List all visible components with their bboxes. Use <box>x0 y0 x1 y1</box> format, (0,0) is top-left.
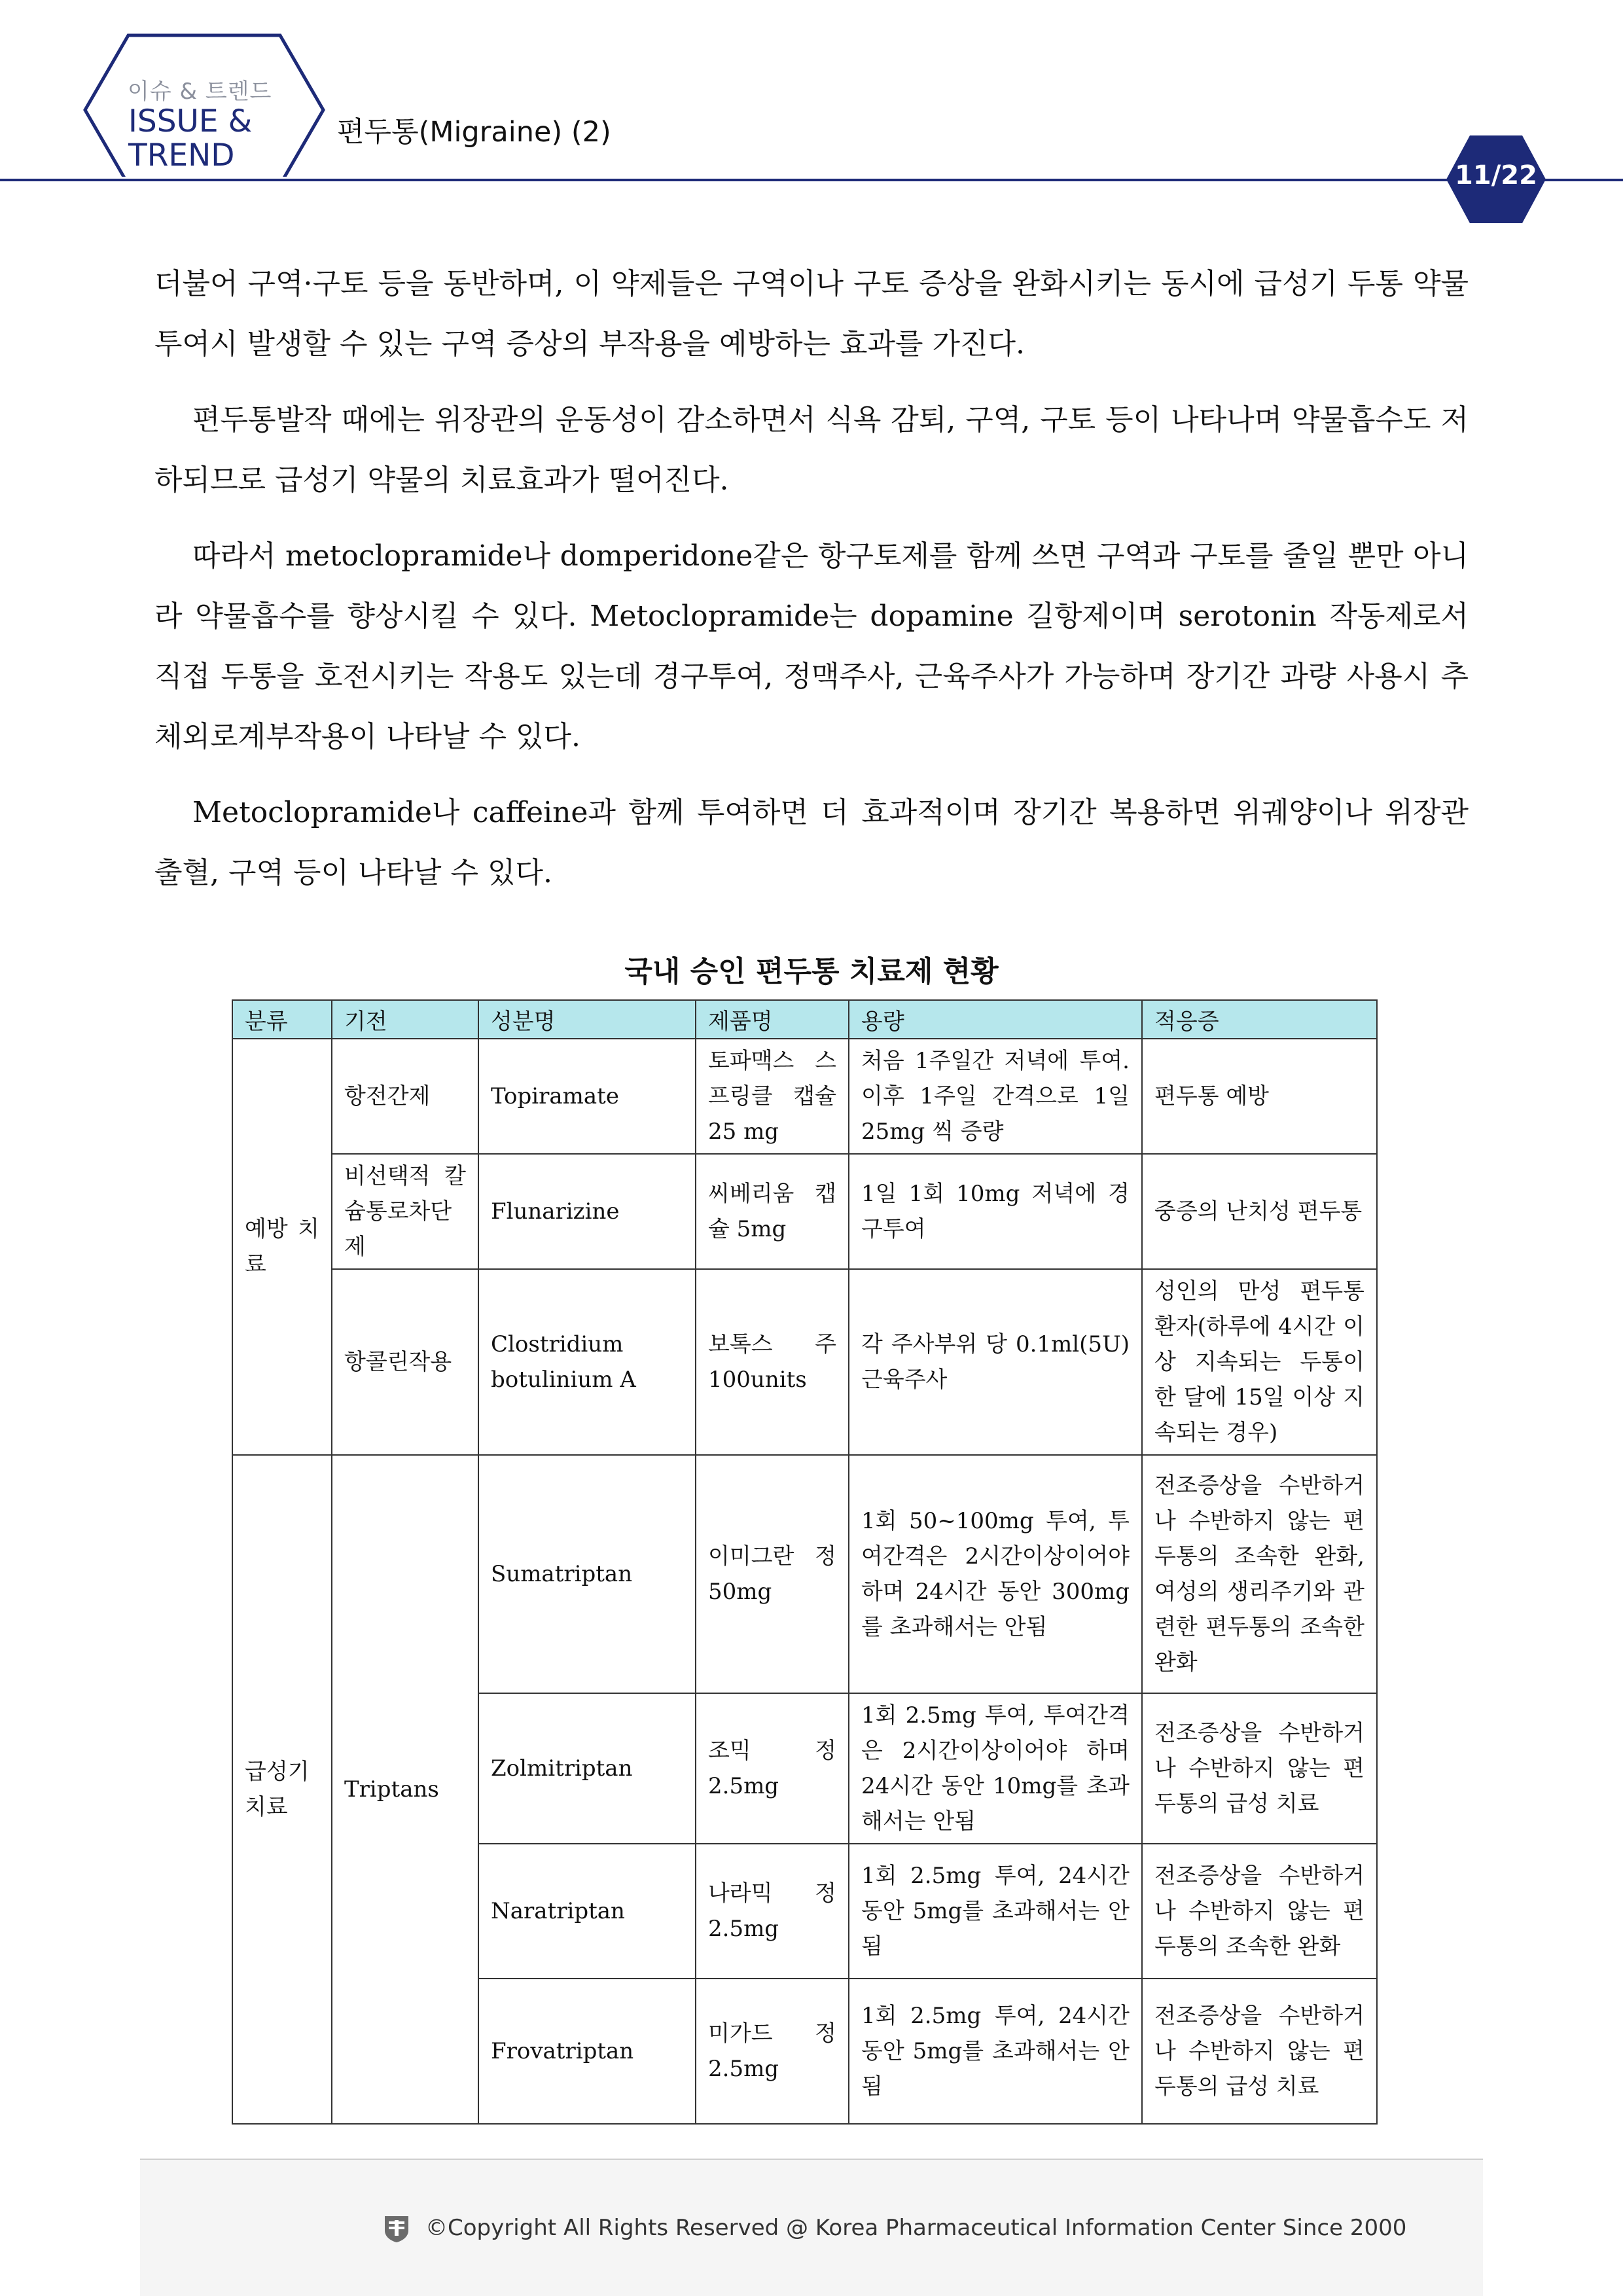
header-label-ko: 이슈 & 트렌드 <box>128 79 272 105</box>
product-cell: 나라믹 정 2.5mg <box>696 1844 849 1979</box>
table-row <box>232 1455 1377 1693</box>
dose-cell: 1일 1회 10mg 저녁에 경구투여 <box>849 1154 1142 1269</box>
copyright-text: ©Copyright All Rights Reserved @ Korea Pharmaceutical Information Center Since 2000 <box>425 2215 1407 2241</box>
ingredient-cell: Naratriptan <box>478 1844 696 1979</box>
indication-cell: 전조증상을 수반하거나 수반하지 않는 편두통의 조속한 완화 <box>1142 1844 1377 1979</box>
page-title: 편두통(Migraine) (2) <box>337 116 611 149</box>
dose-cell: 1회 2.5mg 투여, 24시간 동안 5mg를 초과해서는 안됨 <box>849 1979 1142 2124</box>
column-header: 기전 <box>332 1000 478 1039</box>
product-cell: 미가드 정 2.5mg <box>696 1979 849 2124</box>
dose-cell: 각 주사부위 당 0.1ml(5U) 근육주사 <box>849 1269 1142 1455</box>
product-cell: 씨베리움 캡슐 5mg <box>696 1154 849 1269</box>
category-cell: 급성기 치료 <box>232 1455 332 2124</box>
table-header-row <box>232 1000 1377 1039</box>
paragraph: 따라서 metoclopramide나 domperidone같은 항구토제를 함께 쓰면 구역과 구토를 줄일 뿐만 아니라 약물흡수를 향상시킬 수 있다. Metoclopramide는 dopamine 길항제이며 serotonin 작동제로서 직접 두통을 호전시키는 작용도 있는데 경구투여, 정맥주사, 근육주사가 가능하며 장기간 과량 사용시 추체외로계부작용이 나타날 수 있다. <box>154 539 1469 753</box>
header-label-en-line2: TREND <box>128 137 235 173</box>
indication-cell: 전조증상을 수반하거나 수반하지 않는 편두통의 급성 치료 <box>1142 1693 1377 1844</box>
column-header: 용량 <box>849 1000 1142 1039</box>
indication-cell: 성인의 만성 편두통 환자(하루에 4시간 이상 지속되는 두통이 한 달에 15일 이상 지속되는 경우) <box>1142 1269 1377 1455</box>
dose-cell: 1회 2.5mg 투여, 투여간격은 2시간이상이어야 하며 24시간 동안 10mg를 초과해서는 안됨 <box>849 1693 1142 1844</box>
column-header: 적응증 <box>1142 1000 1377 1039</box>
mechanism-cell: 비선택적 칼슘통로차단제 <box>332 1154 478 1269</box>
page-number: 11/22 <box>1455 160 1537 190</box>
table-row <box>232 1154 1377 1269</box>
paragraph: 편두통발작 때에는 위장관의 운동성이 감소하면서 식욕 감퇴, 구역, 구토 등이 나타나며 약물흡수도 저하되므로 급성기 약물의 치료효과가 떨어진다. <box>154 403 1469 497</box>
ingredient-cell: Zolmitriptan <box>478 1693 696 1844</box>
ingredient-cell: Frovatriptan <box>478 1979 696 2124</box>
indication-cell: 전조증상을 수반하거나 수반하지 않는 편두통의 급성 치료 <box>1142 1979 1377 2124</box>
header-label-en-line1: ISSUE & <box>128 103 253 139</box>
indication-cell: 중증의 난치성 편두통 <box>1142 1154 1377 1269</box>
table-row <box>232 1039 1377 1154</box>
column-header: 제품명 <box>696 1000 849 1039</box>
product-cell: 이미그란 정 50mg <box>696 1455 849 1693</box>
ingredient-cell: Topiramate <box>478 1039 696 1154</box>
mechanism-cell: 항전간제 <box>332 1039 478 1154</box>
product-cell: 조믹 정 2.5mg <box>696 1693 849 1844</box>
column-header: 성분명 <box>478 1000 696 1039</box>
indication-cell: 편두통 예방 <box>1142 1039 1377 1154</box>
article-body <box>154 254 1469 919</box>
kpic-logo-icon <box>382 2214 411 2244</box>
ingredient-cell: Clostridium botulinium A <box>478 1269 696 1455</box>
product-cell: 보톡스 주 100units <box>696 1269 849 1455</box>
indication-cell: 전조증상을 수반하거나 수반하지 않는 편두통의 조속한 완화, 여성의 생리주기와 관련한 편두통의 조속한 완화 <box>1142 1455 1377 1693</box>
category-cell: 예방 치료 <box>232 1039 332 1455</box>
dose-cell: 1회 50~100mg 투여, 투여간격은 2시간이상이어야 하며 24시간 동안 300mg를 초과해서는 안됨 <box>849 1455 1142 1693</box>
ingredient-cell: Flunarizine <box>478 1154 696 1269</box>
table-row <box>232 1269 1377 1455</box>
dose-cell: 처음 1주일간 저녁에 투여. 이후 1주일 간격으로 1일 25mg 씩 증량 <box>849 1039 1142 1154</box>
mechanism-cell: 항콜린작용 <box>332 1269 478 1455</box>
mechanism-cell: Triptans <box>332 1455 478 2124</box>
table-title: 국내 승인 편두통 치료제 현황 <box>624 955 999 988</box>
ingredient-cell: Sumatriptan <box>478 1455 696 1693</box>
column-header: 분류 <box>232 1000 332 1039</box>
header-rule <box>0 179 1623 181</box>
header-label-en <box>128 105 285 173</box>
product-cell: 토파맥스 스프링클 캡슐 25 mg <box>696 1039 849 1154</box>
dose-cell: 1회 2.5mg 투여, 24시간 동안 5mg를 초과해서는 안됨 <box>849 1844 1142 1979</box>
paragraph: 더불어 구역·구토 등을 동반하며, 이 약제들은 구역이나 구토 증상을 완화시키는 동시에 급성기 두통 약물 투여시 발생할 수 있는 구역 증상의 부작용을 예방하는 효과를 가진다. <box>154 267 1469 361</box>
migraine-drug-table <box>232 999 1378 2125</box>
paragraph: Metoclopramide나 caffeine과 함께 투여하면 더 효과적이며 장기간 복용하면 위궤양이나 위장관 출혈, 구역 등이 나타날 수 있다. <box>154 796 1469 889</box>
